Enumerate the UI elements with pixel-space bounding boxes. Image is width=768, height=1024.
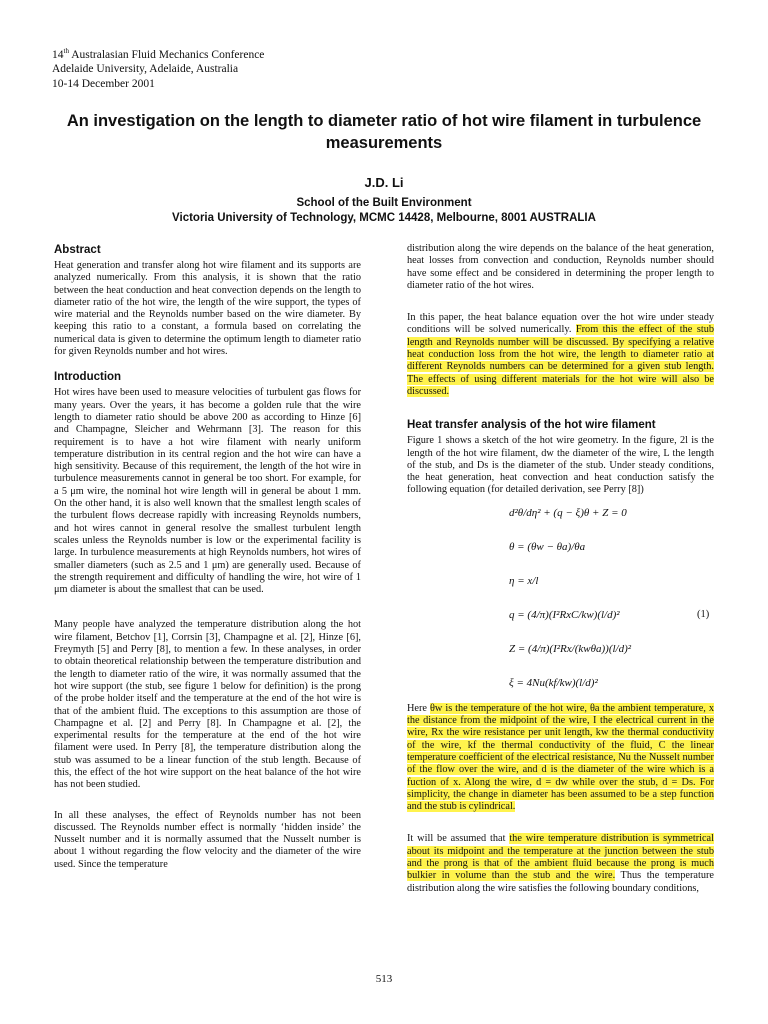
- page-number: 513: [375, 973, 393, 985]
- conference-header: [52, 44, 264, 91]
- right-paragraph-5: It will be assumed that the wire temperature distribution is symmetrical about its midpoint and the temperature at the junction between the stub and the prong is that of the ambient fluid because the prong is much bulkier in volume than the stub and the wire. Thus the temperature distribution along the wire satisfies the following boundary conditions,: [407, 833, 714, 894]
- equation-theta: θ = (θw − θa)/θa: [509, 540, 586, 553]
- highlight: From this the effect of the stub length and Reynolds number will be discussed. By specifying a relative heat conduction loss from the hot wire, the length to diameter ratio at different Reynolds numbers can be determined for a given stub length. The effects of using different materials for the hot wire will also be discussed.: [407, 324, 714, 397]
- conference-dates: 10-14 December 2001: [52, 77, 155, 90]
- abstract-text: Heat generation and transfer along hot wire filament and its supports are analyzed numerically. From this analysis, it is shown that the ratio between the heat conduction and heat convection depends on the length to diameter ratio of the hot wire, the length of the wire support, the types of wire material and the Reynolds number based on the wire diameter. By keeping this ratio to a constant, a formula based on correlating the numerical data is given to determine the optimum length to diameter ratio for given Reynolds number and hot wires.: [54, 260, 361, 358]
- equation-block: [407, 501, 714, 697]
- equation-ode: d²θ/dη² + (q − ξ)θ + Z = 0: [509, 506, 627, 519]
- introduction-heading: Introduction: [54, 371, 122, 384]
- equation-q: q = (4/π)(I²RxC/kw)(l/d)²: [509, 608, 620, 621]
- right-paragraph-3: Figure 1 shows a sketch of the hot wire geometry. In the figure, 2l is the length of the hot wire filament, dw the diameter of the wire, L the length of the stub, and Ds is the diameter of the stub. Under steady conditions, the heat generation, heat convection and heat conduction satisfy the following equation (for detailed derivation, see Perry [8]): [407, 435, 714, 496]
- affiliation-university: Victoria University of Technology, MCMC 14428, Melbourne, 8001 AUSTRALIA: [172, 212, 596, 224]
- right-column: [407, 243, 714, 895]
- affiliation: [0, 196, 768, 226]
- heat-transfer-heading: Heat transfer analysis of the hot wire filament: [407, 419, 656, 432]
- equation-eta: η = x/l: [509, 574, 539, 587]
- highlight: the wire temperature distribution is symmetrical about its midpoint and the temperature at the junction between the stub and the prong is that of the ambient fluid because the prong is much bulkier in volume than the stub and the wire.: [407, 833, 714, 882]
- affiliation-school: School of the Built Environment: [296, 197, 472, 209]
- equation-z: Z = (4/π)(I²Rx/(kwθa))(l/d)²: [509, 642, 632, 655]
- equation-number: (1): [697, 608, 710, 620]
- right-paragraph-4: Here θw is the temperature of the hot wire, θa the ambient temperature, x the distance from the midpoint of the wire, I the electrical current in the wire, Rx the wire resistance per unit length, kw the thermal conductivity of the wire, kf the thermal conductivity of the fluid, C the linear temperature coefficient of the electrical resistance, Nu the Nusselt number of the flow over the wire, and d is the diameter of the wire which is a fuction of x. Along the wire, d = dw while over the stub, d = Ds. For simplicity, the change in diameter has been assumed to be a step function and the stub is cylindrical.: [407, 702, 714, 813]
- right-paragraph-1: distribution along the wire depends on the balance of the heat generation, heat losses from convection and conduction, Reynolds number should have some effect and be considered in determining the proper length to diameter ratio of the hot wires.: [407, 243, 714, 291]
- conference-name: 14th Australasian Fluid Mechanics Conference: [52, 47, 265, 61]
- author-name: J.D. Li: [364, 175, 404, 190]
- equation-xi: ξ = 4Nu(kf/kw)(l/d)²: [509, 676, 598, 689]
- intro-paragraph-2: Many people have analyzed the temperature distribution along the hot wire filament, Betchov [1], Corrsin [3], Champagne et al. [2], Hinze [6], Freymyth [5] and Perry [8], to mention a few. In these analyses, in order to obtain theoretical relationship between the temperature distribution and the length to diameter ratio of the wire, it was normally assumed that the hot wire support (the stub, see figure 1 below for definition) is the prong of the probe holder itself and the temperature at the end of the hot wire is that of the ambient fluid. The exceptions to this assumption are those of Champagne et al. [2] and Perry [8]. In Champagne et al. [2], the experimental results for the temperature at the end of the hot wire filament were used. In Perry [8], the temperature distribution along the stub was assumed to be a linear function of the stub length. Because of this, the effect of the hot wire support on the heat balance of the hot wire has not been studied.: [54, 619, 361, 791]
- conference-venue: Adelaide University, Adelaide, Australia: [52, 63, 239, 76]
- intro-paragraph-1: Hot wires have been used to measure velocities of turbulent gas flows for many years. Over the years, it has become a golden rule that the wire length to diameter ratio should be above 200 as according to Hinze [6] and Champagne, Sleicher and Wehrmann [3]. The reason for this requirement is to have a hot wire filament with nearly uniform temperature distribution in its central region and the hot wire can have a high sensitivity. Because of this requirement, the length of the hot wire in turbulence measurements cannot in general be too short. For example, for a 5 μm wire, the nominal hot wire length will in general be about 1 mm. On the other hand, it is also well known that the smallest length scales of the turbulent flows decrease rapidly with increasing Reynolds numbers, and hot wires cannot in general resolve the smallest turbulent length scales unless the Reynolds number is low or the experimental facility is large. In turbulence measurements at high Reynolds numbers, hot wires of smaller diameters (such as 2.5 and 1 μm) are generally used. Because of the strength requirement and difficulty of handling the wire, hot wire of 1 μm diameter is about the smallest that can be used.: [54, 387, 361, 596]
- intro-paragraph-3: In all these analyses, the effect of Reynolds number has not been discussed. The Reynolds number effect is normally ‘hidden inside’ the Nusselt number and it is normally assumed that the Nusselt number is about 1 without regarding the flow velocity and the diameter of the wire used. Since the temperature: [54, 809, 361, 870]
- highlight: θw is the temperature of the hot wire, θa the ambient temperature, x the distance from the midpoint of the wire, I the electrical current in the wire, Rx the wire resistance per unit length, kw the thermal conductivity of the wire, kf the thermal conductivity of the fluid, C the linear temperature coefficient of the electrical resistance, Nu the Nusselt number of the flow over the wire, and d is the diameter of the wire which is a fuction of x. Along the wire, d = dw while over the stub, d = Ds. For simplicity, the change in diameter has been assumed to be a step function and the stub is cylindrical.: [407, 702, 714, 813]
- paper-title: An investigation on the length to diameter ratio of hot wire filament in turbulence measurements: [66, 112, 702, 152]
- left-column: [54, 243, 361, 871]
- abstract-heading: Abstract: [54, 244, 101, 256]
- right-paragraph-2: In this paper, the heat balance equation over the hot wire under steady conditions will be solved numerically. From this the effect of the stub length and Reynolds number will be discussed. By specifying a relative heat conduction loss from the hot wire, the length to diameter ratio at different Reynolds numbers can be determined for a given stub length. The effects of using different materials for the hot wire will also be discussed.: [407, 312, 714, 397]
